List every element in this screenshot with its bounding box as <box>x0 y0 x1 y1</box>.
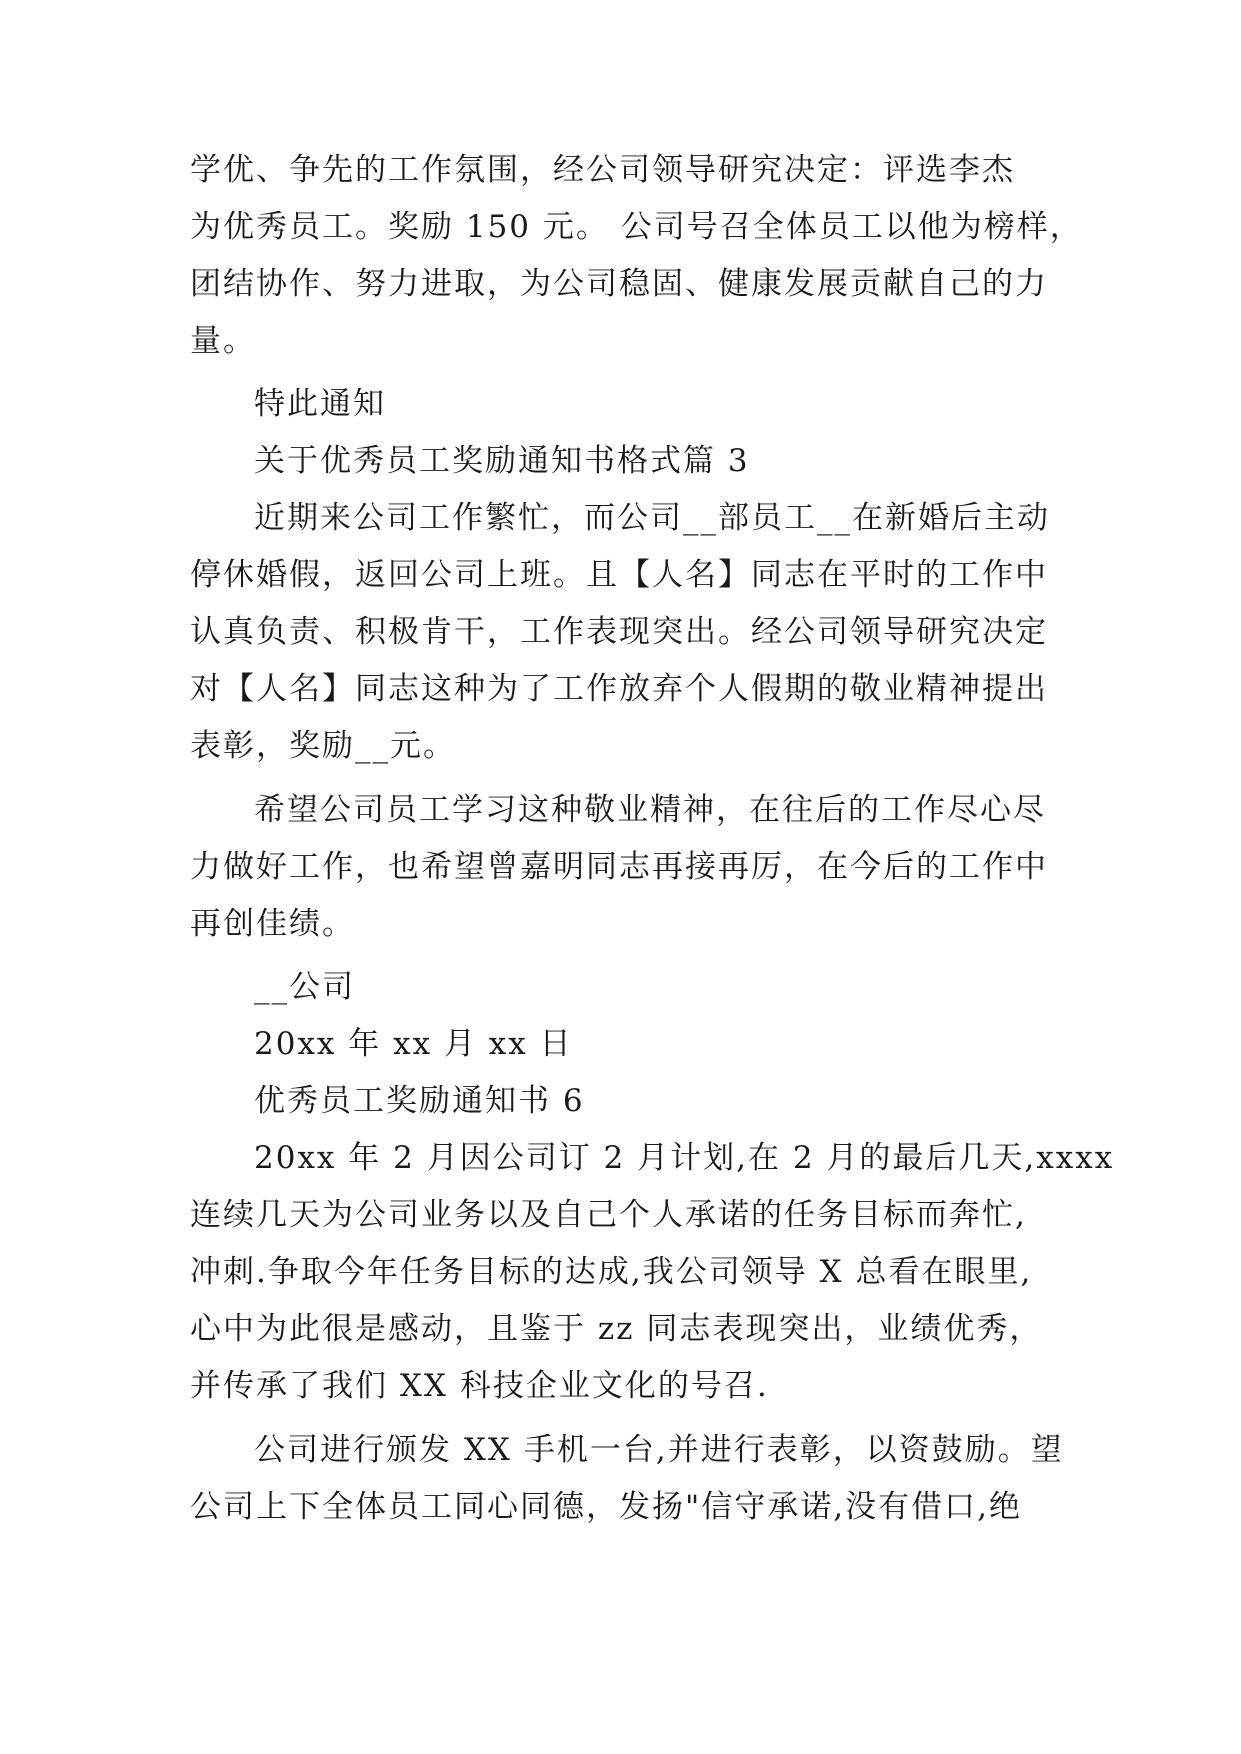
signature-company: __公司 <box>254 969 355 1005</box>
section-heading: 优秀员工奖励通知书 6 <box>254 1083 585 1119</box>
signature-date: 20xx 年 xx 月 xx 日 <box>254 1026 573 1062</box>
paragraph-line: 希望公司员工学习这种敬业精神，在往后的工作尽心尽 <box>254 792 1046 828</box>
paragraph-line: 冲刺.争取今年任务目标的达成,我公司领导 X 总看在眼里, <box>190 1254 1033 1290</box>
paragraph-line: 量。 <box>190 323 256 359</box>
paragraph-line: 再创佳绩。 <box>190 906 355 942</box>
closing-notice: 特此通知 <box>254 386 386 422</box>
paragraph-line: 认真负责、积极肯干，工作表现突出。经公司领导研究决定 <box>190 614 1048 650</box>
paragraph-line: 公司上下全体员工同心同德，发扬"信守承诺,没有借口,绝 <box>190 1489 1022 1525</box>
paragraph-line: 为优秀员工。奖励 150 元。 公司号召全体员工以他为榜样， <box>190 209 1083 245</box>
paragraph-line: 连续几天为公司业务以及自己个人承诺的任务目标而奔忙, <box>190 1197 1027 1233</box>
section-heading: 关于优秀员工奖励通知书格式篇 3 <box>254 443 750 479</box>
paragraph-line: 对【人名】同志这种为了工作放弃个人假期的敬业精神提出 <box>190 671 1048 707</box>
paragraph-line: 20xx 年 2 月因公司订 2 月计划,在 2 月的最后几天,xxxx <box>254 1140 1115 1176</box>
paragraph-line: 停休婚假，返回公司上班。且【人名】同志在平时的工作中 <box>190 557 1048 593</box>
paragraph-line: 心中为此很是感动，且鉴于 zz 同志表现突出，业绩优秀， <box>190 1311 1043 1347</box>
paragraph-line: 学优、争先的工作氛围，经公司领导研究决定：评选李杰 <box>190 152 1015 188</box>
paragraph-line: 团结协作、努力进取，为公司稳固、健康发展贡献自己的力 <box>190 266 1048 302</box>
paragraph-line: 近期来公司工作繁忙，而公司__部员工__在新婚后主动 <box>254 500 1050 536</box>
paragraph-line: 公司进行颁发 XX 手机一台,并进行表彰，以资鼓励。望 <box>254 1432 1064 1468</box>
paragraph-line: 并传承了我们 XX 科技企业文化的号召. <box>190 1368 769 1404</box>
paragraph-line: 表彰，奖励__元。 <box>190 728 456 764</box>
paragraph-line: 力做好工作，也希望曾嘉明同志再接再厉，在今后的工作中 <box>190 849 1048 885</box>
